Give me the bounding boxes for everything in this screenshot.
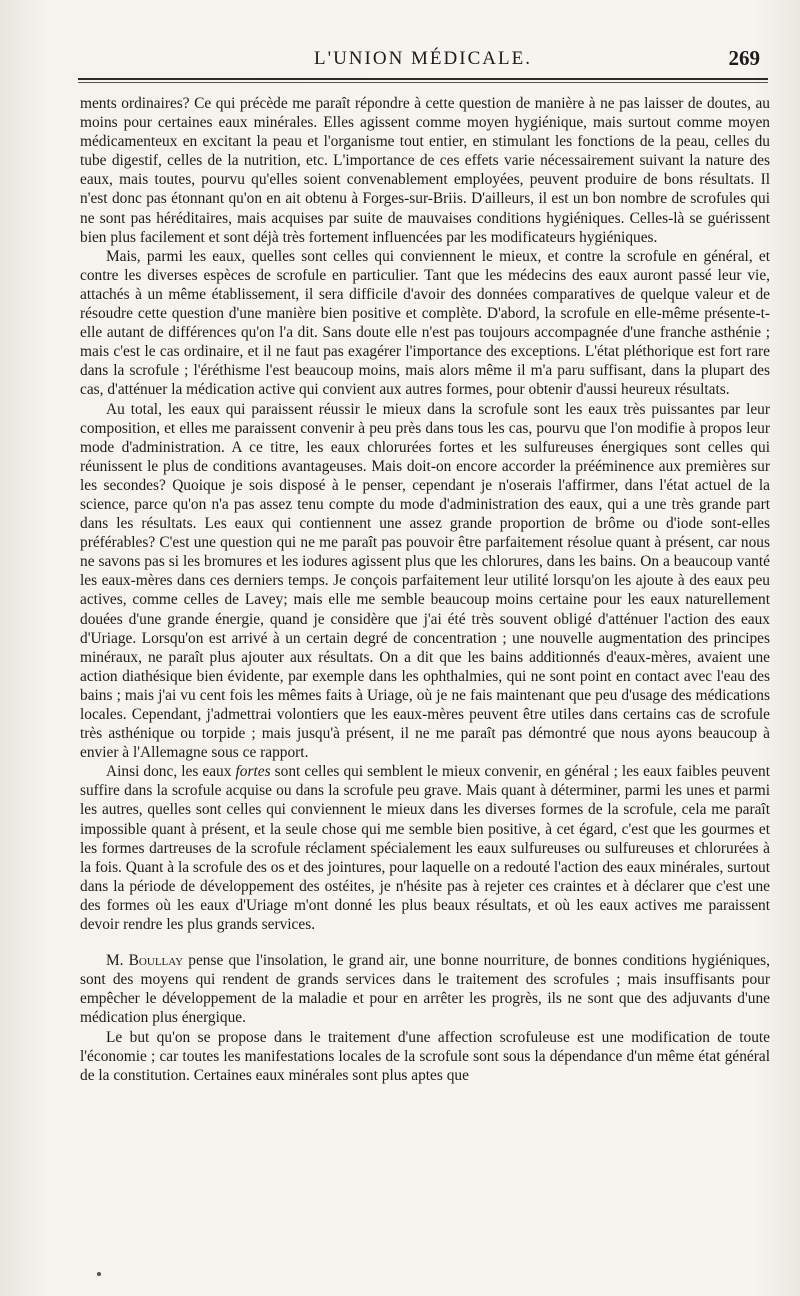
paragraph-6: Le but qu'on se propose dans le traitement d'une affection scrofuleuse est une modification de toute l'économie ; car toutes les manifestations locales de la scrofule sont sous la dépendance d'un même état général de la constitution. Certaines eaux minérales sont plus aptes que (80, 1028, 770, 1084)
paragraph-2: Mais, parmi les eaux, quelles sont celles qui conviennent le mieux, et contre la scrofule en général, et contre les diverses espèces de scrofule en particulier. Tant que les médecins des eaux auront passé leur vie, attachés à un même établissement, il sera difficile d'avoir des données comparatives de quelque valeur et de résoudre cette question d'une manière bien positive et complète. D'abord, la scrofule en elle-même présente-t-elle autant de différences qu'on l'a dit. Sans doute elle n'est pas toujours accompagnée d'une franche asthénie ; mais c'est le cas ordinaire, et il ne faut pas exagérer l'importance des exceptions. L'état pléthorique est fort rare dans la scrofule ; l'éréthisme l'est beaucoup moins, mais alors même il m'a paru suffisant, dans la plupart des cas, d'atténuer la médication active qui convient aux autres formes, pour obtenir d'aussi heureux résultats. (80, 247, 770, 399)
paragraph-4 (80, 762, 770, 934)
speaker-name: M. Boullay (106, 952, 184, 970)
header-rule (78, 78, 768, 80)
emphasis-fortes: fortes (235, 763, 271, 781)
paragraph-4-rest: sont celles qui semblent le mieux convenir, en général ; les eaux faibles peuvent suffire dans la scrofule acquise ou dans la scrofule peu grave. Mais quant à déterminer, parmi les unes et parmi les autres, quelles sont celles qui conviennent le mieux dans les diverses formes de la scrofule, cela me paraît impossible quant à présent, et la seule chose qui me semble bien positive, à cet égard, c'est que les gourmes et les formes dartreuses de la scrofule réclament spécialement les eaux sulfureuses ou sulfureuses et chlorurées à la fois. Quant à la scrofule des os et des jointures, pour laquelle on a redouté l'action des eaux minérales, surtout dans la période de développement des ostéites, je n'hésite pas à rejeter ces craintes et à déclarer que c'est une des formes où les eaux d'Uriage m'ont donné les plus beaux résultats, et où les eaux actives me paraissent devoir rendre les plus grands services. (80, 763, 770, 934)
paragraph-4-start: Ainsi donc, les eaux (106, 763, 236, 781)
ink-speck (97, 1272, 101, 1276)
page-number: 269 (728, 46, 760, 70)
paragraph-5 (80, 951, 770, 1027)
header-rule-thin (78, 82, 768, 83)
page-header (78, 44, 768, 74)
running-title: L'UNION MÉDICALE. (314, 48, 532, 69)
paragraph-1: ments ordinaires? Ce qui précède me paraît répondre à cette question de manière à ne pas laisser de doutes, au moins pour certaines eaux minérales. Elles agissent comme moyen hygiénique, mais surtout comme moyen médicamenteux en excitant la peau et l'organisme tout entier, en stimulant les fonctions de la peau, celles du tube digestif, celles de la nutrition, etc. L'importance de ces effets varie nécessairement suivant la nature des eaux, mais toutes, pourvu qu'elles soient convenablement employées, peuvent produire de bons résultats. Il n'est donc pas étonnant qu'on en ait obtenu à Forges-sur-Briis. D'ailleurs, il est un bon nombre de scrofules qui ne sont pas héréditaires, mais acquises par suite de mauvaises conditions hygiéniques. Celles-là se guérissent bien plus facilement et sont déjà très fortement influencées par les modificateurs hygiéniques. (80, 95, 770, 246)
paragraph-5-rest: pense que l'insolation, le grand air, une bonne nourriture, de bonnes conditions hygiéniques, sont des moyens qui rendent de grands services dans le traitement des scrofules ; mais insuffisants pour empêcher le développement de la maladie et pour en arrêter les progrès, ils ne sont que des adjuvants d'une médication plus énergique. (80, 952, 770, 1027)
paragraph-3: Au total, les eaux qui paraissent réussir le mieux dans la scrofule sont les eaux très puissantes par leur composition, et elles me paraissent convenir à peu près dans tous les cas, pourvu que l'on modifie à propos leur mode d'administration. A ce titre, les eaux chlorurées fortes et les sulfureuses énergiques sont celles qui réunissent le plus de conditions avantageuses. Mais doit-on encore accorder la prééminence aux premières sur les secondes? Quoique je sois disposé à le penser, cependant je n'oserais l'affirmer, dans l'état actuel de la science, parce qu'on n'a pas assez tenu compte du mode d'administration des eaux, qui a une très grande part dans les résultats. Les eaux qui contiennent une assez grande proportion de brôme ou d'iode sont-elles préférables? C'est une question qui ne me paraît pas pouvoir être parfaitement résolue quant à présent, car nous ne savons pas si les bromures et les iodures agissent plus que les chlorures, dans les bains. On a beaucoup vanté les eaux-mères dans ces derniers temps. Je conçois parfaitement leur utilité lorsqu'on les ajoute à des eaux peu actives, comme celles de Lavey; mais elle me semble beaucoup moins certaine pour les eaux naturellement douées d'une grande énergie, quand je considère que j'ai été très souvent obligé d'atténuer l'action des eaux d'Uriage. Lorsqu'on est arrivé à un certain degré de concentration ; une nouvelle augmentation des principes minéraux, ne paraît plus ajouter aux résultats. On a dit que les bains additionnés d'eaux-mères, avaient une action diathésique bien évidente, par exemple dans les ophthalmies, qui ne sont point en contact avec l'eau des bains ; mais j'ai vu cent fois les mêmes faits à Uriage, où je ne fais maintenant que peu d'usage des médications locales. Cependant, j'admettrai volontiers que les eaux-mères peuvent être utiles dans certains cas de scrofule très asthénique ou torpide ; mais jusqu'à présent, il ne me paraît pas démontré que nous ayons beaucoup à envier à l'Allemagne sous ce rapport. (80, 400, 770, 762)
article-body (80, 94, 770, 1085)
